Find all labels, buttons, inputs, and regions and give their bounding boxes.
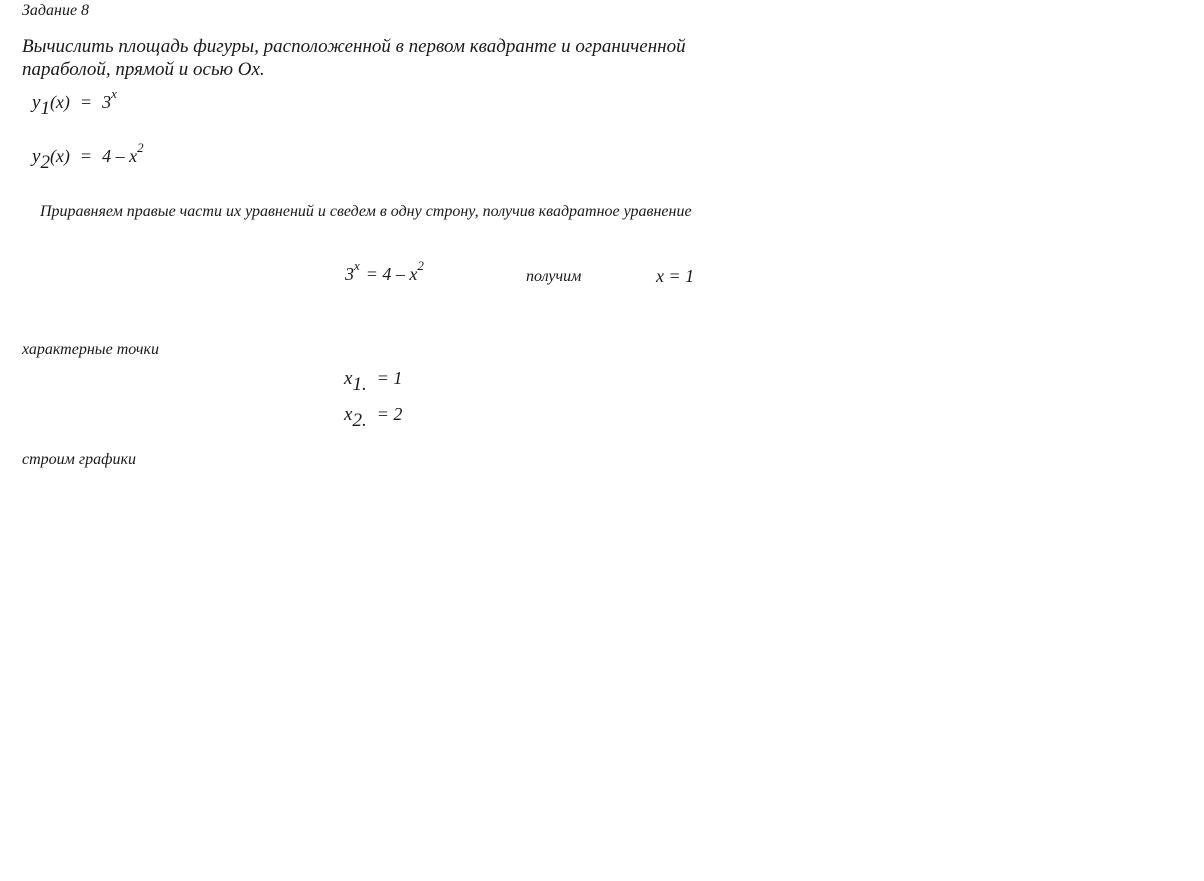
equation-result: x = 1	[656, 266, 695, 286]
equation-lhs-exponent: x	[354, 258, 360, 273]
point-x2-name: x	[344, 404, 353, 425]
task-statement-line-1: Вычислить площадь фигуры, расположенной в первом квадранте и ограниченной	[22, 36, 686, 57]
task-title: Задание 8	[22, 2, 90, 19]
explanation-text: Приравняем правые части их уравнений и сведем в одну строну, получив квадратное уравнение	[40, 203, 692, 220]
function-y1	[32, 86, 117, 119]
equation	[345, 258, 424, 285]
point-x1-value: = 1	[376, 368, 403, 388]
equation-rhs-exponent: 2	[417, 258, 424, 273]
point-x1-name: x	[344, 368, 353, 389]
function-y1-arg: (x)	[49, 92, 70, 112]
get-label: получим	[526, 268, 582, 285]
function-y1-name: y	[32, 92, 41, 113]
point-x2-value: = 2	[376, 404, 403, 424]
function-y2-eq: =	[79, 146, 93, 166]
function-y2-exponent: 2	[137, 140, 144, 155]
function-y1-exponent: x	[111, 86, 117, 101]
point-x1-index: 1.	[352, 374, 367, 395]
function-y1-base: 3	[102, 92, 112, 112]
function-y1-eq: =	[79, 92, 93, 112]
function-y2-base: 4 – x	[102, 146, 138, 166]
characteristic-points-label: характерные точки	[22, 341, 159, 358]
point-x2-index: 2.	[352, 410, 367, 431]
equation-lhs-base: 3	[345, 264, 354, 284]
point-x1	[344, 368, 403, 395]
equation-middle: = 4 – x	[365, 264, 418, 284]
function-y2	[32, 140, 144, 173]
function-y2-name: y	[32, 146, 41, 167]
build-graphs-label: строим графики	[22, 451, 136, 468]
function-y2-arg: (x)	[49, 146, 70, 166]
function-y1-index: 1	[40, 98, 50, 119]
task-statement-line-2: параболой, прямой и осью Ox.	[22, 59, 265, 80]
function-y2-index: 2	[40, 152, 50, 173]
point-x2	[344, 404, 403, 431]
